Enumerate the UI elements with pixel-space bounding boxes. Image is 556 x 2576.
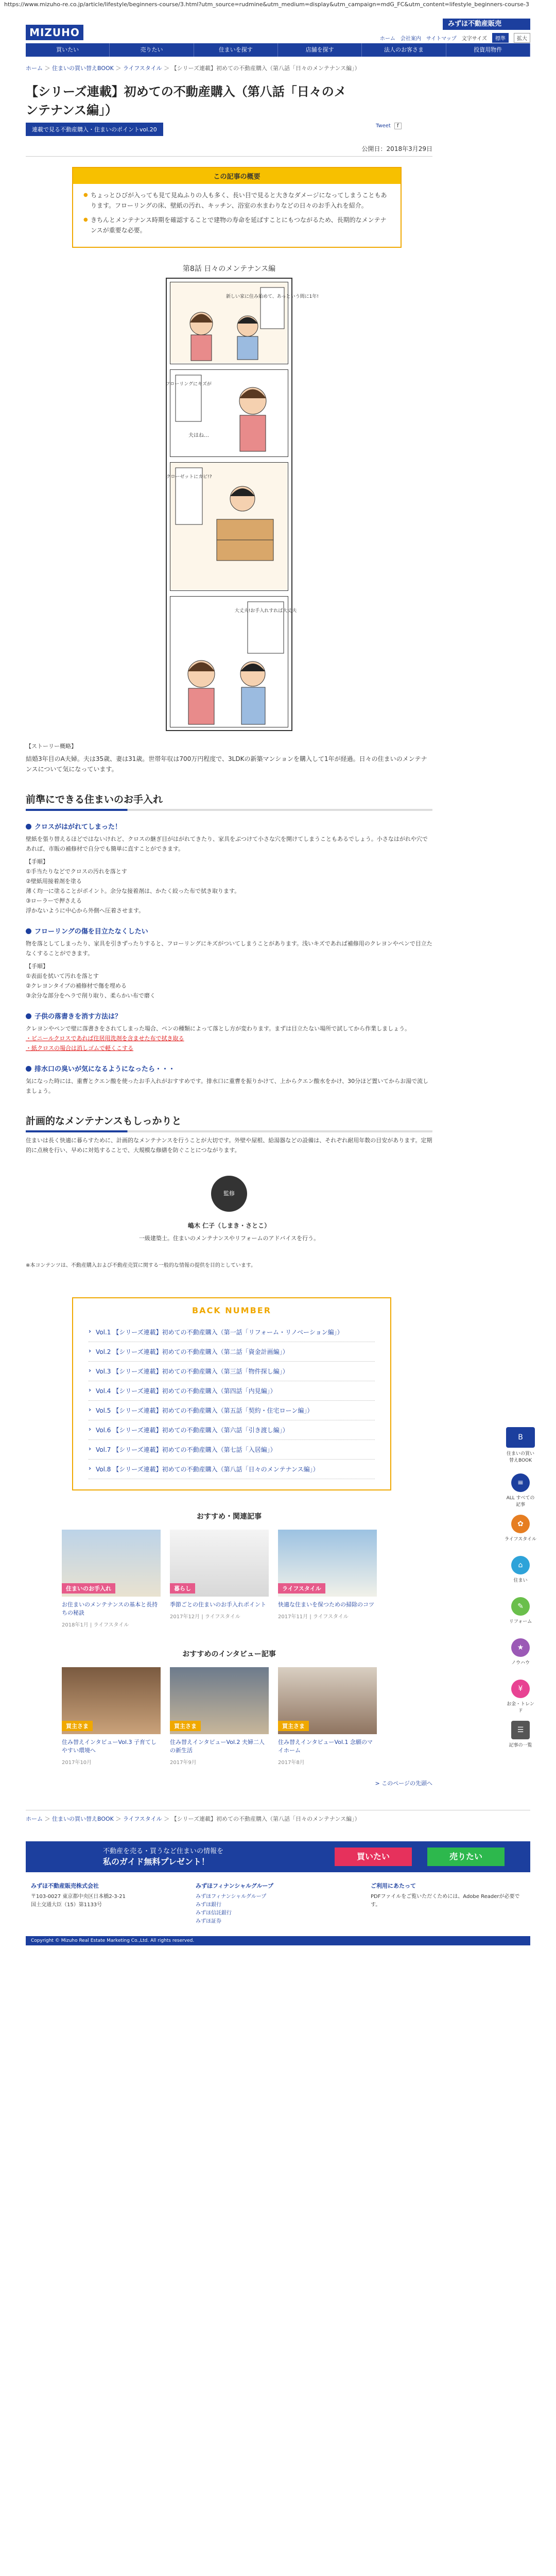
- sidebar-item-lifestyle[interactable]: [505, 1515, 536, 1542]
- back-number-text[interactable]: Vol.7 【シリーズ連載】初めての不動産購入（第七話「入居編」）: [96, 1446, 276, 1453]
- related-meta: 2017年12月 | ライフスタイル: [170, 1614, 240, 1620]
- related-card[interactable]: [170, 1530, 269, 1628]
- interview-card[interactable]: [278, 1667, 377, 1766]
- back-number-text[interactable]: Vol.4 【シリーズ連載】初めての不動産購入（第四話「内見編」）: [96, 1387, 276, 1395]
- subheading-cloth: [26, 821, 432, 831]
- related-heading: おすすめ・関連記事: [196, 1513, 262, 1521]
- step: ①表面を拭いて汚れを落とす: [26, 973, 99, 979]
- interview-thumb[interactable]: [170, 1667, 269, 1734]
- sidebar-label: 記事の一覧: [509, 1743, 532, 1748]
- subheading-graffiti: [26, 1011, 432, 1021]
- group-link[interactable]: みずほ信託銀行: [196, 1910, 232, 1916]
- manga-text-4: クローゼットにカビ!?: [166, 474, 212, 480]
- subheading-drain: [26, 1063, 432, 1073]
- heading-underline: [26, 809, 432, 811]
- story-caption: 【ストーリー概略】: [26, 743, 77, 750]
- interview-card[interactable]: [62, 1667, 161, 1766]
- summary-point: ● ちょっとひびが入っても見て見ぬふりの人も多く、長い目で見ると大きなダメージになってしまうこともあります。フローリングの床、壁紙の汚れ、キッチン、浴室の水まわりなどの日々のお手入れを紹介。: [83, 190, 390, 211]
- step: 薄く均一に塗ることがポイント。余分な接着剤は、かたく絞った布で拭き取ります。: [26, 888, 240, 894]
- breadcrumb-home[interactable]: ホーム: [26, 1816, 43, 1822]
- back-number-link[interactable]: [89, 1323, 375, 1342]
- back-number-box: [72, 1297, 391, 1490]
- brand-name[interactable]: みずほ不動産販売: [443, 19, 530, 30]
- steps-list: [26, 961, 432, 1001]
- interview-cards: [26, 1667, 432, 1766]
- sidebar-item-reform[interactable]: [505, 1597, 536, 1624]
- back-number-text[interactable]: Vol.8 【シリーズ連載】初めての不動産購入（第八話「日々のメンテナンス編」）: [96, 1466, 319, 1473]
- banner-text: [103, 1846, 223, 1868]
- related-title[interactable]: 快適な住まいを保つための掃除のコツ: [278, 1601, 374, 1608]
- group-link[interactable]: みずほフィナンシャルグループ: [196, 1894, 267, 1900]
- back-number-link[interactable]: [89, 1401, 375, 1420]
- page-top-link[interactable]: [26, 1779, 432, 1787]
- back-number-text[interactable]: Vol.1 【シリーズ連載】初めての不動産購入（第一話「リフォーム・リノベーション編」）: [96, 1329, 343, 1336]
- sidebar-label: お金・トレンド: [507, 1702, 534, 1714]
- manga-title: 第8話 日々のメンテナンス編: [182, 265, 276, 273]
- interview-meta: 2017年9月: [170, 1760, 197, 1766]
- house-icon: ⌂: [511, 1556, 530, 1574]
- campaign-banner[interactable]: [26, 1841, 530, 1872]
- facebook-icon[interactable]: f: [394, 123, 402, 129]
- interview-meta: 2017年10月: [62, 1760, 92, 1766]
- sidebar-item-list[interactable]: [505, 1721, 536, 1748]
- step: 【手順】: [26, 963, 48, 970]
- related-meta: 2018年1月 | ライフスタイル: [62, 1622, 129, 1628]
- manga-art-3: [166, 463, 287, 590]
- group-link[interactable]: みずほ証券: [196, 1919, 221, 1924]
- yen-icon: ¥: [511, 1680, 530, 1698]
- step: ②壁紙用接着剤を塗る: [26, 878, 82, 885]
- interview-thumb[interactable]: [278, 1667, 377, 1734]
- paragraph: 壁紙を張り替えるほどではないけれど、クロスの継ぎ目がはがれてきたり、家具をぶつけて小さな穴を開けてしまうこともあるでしょう。小さなはがれや穴であれば、市販の補修材で自分でも簡単に直すことができます。: [26, 836, 428, 852]
- back-number-link[interactable]: [89, 1460, 375, 1479]
- breadcrumb-book[interactable]: 住まいの買い替えBOOK: [52, 65, 114, 72]
- breadcrumb-lifestyle[interactable]: ライフスタイル: [123, 1816, 162, 1822]
- list-icon: ≡: [511, 1473, 530, 1492]
- manga-text-5: 大丈夫!お手入れすれば大丈夫: [234, 608, 297, 614]
- sidebar-label: ノウハウ: [511, 1660, 530, 1666]
- social-buttons: [376, 123, 402, 129]
- bullet-icon: [26, 928, 31, 934]
- star-icon: ★: [511, 1638, 530, 1657]
- related-card[interactable]: [62, 1530, 161, 1628]
- banner-line: 不動産を売る・買うなど住まいの情報を: [103, 1848, 224, 1855]
- step: ③余分な部分をヘラで削り取り、柔らかい布で磨く: [26, 992, 155, 999]
- copyright: Copyright © Mizuho Real Estate Marketing Co.,Ltd. All rights reserved.: [26, 1936, 530, 1945]
- sidebar-item-book[interactable]: [505, 1427, 536, 1463]
- related-title[interactable]: 季節ごとの住まいのお手入れポイント: [170, 1601, 266, 1608]
- related-thumb[interactable]: [62, 1530, 161, 1597]
- group-title: みずほフィナンシャルグループ: [196, 1883, 273, 1889]
- story-intro: 結婚3年目のA夫婦。夫は35歳、妻は31歳。世帯年収は700万円程度で、3LDKの新築マンションを購入して1年が経過。日々の住まいのメンテナンスについて気になっています。: [26, 755, 427, 773]
- pencil-icon: ✎: [511, 1597, 530, 1616]
- tweet-button[interactable]: Tweet: [376, 123, 391, 129]
- step: ②クレヨンタイプの補修材で傷を埋める: [26, 982, 127, 989]
- mizuho-logo[interactable]: MIZUHO: [26, 25, 83, 40]
- summary-point: ● きちんとメンテナンス時期を確認することで建物の寿命を延ばすことにもつながるため、長期的なメンテナンスが重要な必要。: [83, 215, 390, 235]
- steps-list: [26, 857, 432, 916]
- article-main: [26, 82, 432, 1787]
- company-address: 〒103-0027 東京都中央区日本橋2-3-21: [31, 1894, 126, 1900]
- banner-headline: 私のガイド無料プレゼント！: [103, 1857, 210, 1867]
- header-link-home[interactable]: ホーム: [379, 36, 395, 42]
- manga-art-4: [170, 597, 297, 726]
- page-wrapper: [26, 15, 536, 1945]
- footer-info: [366, 1877, 530, 1930]
- nav-sell[interactable]: 売りたい: [110, 43, 194, 57]
- related-cards: [26, 1530, 432, 1628]
- page-title: 【シリーズ連載】初めての不動産購入（第八話「日々のメンテナンス編」）: [26, 84, 346, 117]
- page-top-text[interactable]: > このページの先頭へ: [375, 1780, 432, 1787]
- publish-date: 公開日：2018年3月29日: [361, 145, 432, 152]
- breadcrumb-book[interactable]: 住まいの買い替えBOOK: [52, 1816, 114, 1822]
- step: 【手順】: [26, 858, 48, 865]
- footer-company: [26, 1877, 190, 1930]
- header-link-sitemap[interactable]: サイトマップ: [426, 36, 457, 42]
- manga-text-2: フローリングにキズが: [165, 382, 212, 387]
- manga-panel-3: [166, 462, 288, 591]
- subheading-text: 子供の落書きを消す方法は？: [34, 1013, 122, 1021]
- sidebar-label: リフォーム: [509, 1619, 532, 1624]
- back-number-title: BACK NUMBER: [192, 1306, 272, 1315]
- divider: [26, 156, 432, 157]
- footer-breadcrumb: ホーム ＞ 住まいの買い替えBOOK ＞ ライフスタイル ＞ 【シリーズ連載】初めての不動産購入（第八話「日々のメンテナンス編」）: [26, 1810, 530, 1823]
- sidebar-label: 住まいの買い替えBOOK: [506, 1451, 534, 1463]
- info-text: PDFファイルをご覧いただくためには、Adobe Readerが必要です。: [371, 1894, 520, 1908]
- sidebar-label: ライフスタイル: [505, 1537, 536, 1542]
- related-tag: 住まいのお手入れ: [62, 1583, 115, 1594]
- author-description: 一級建築士。住まいのメンテナンスやリフォームのアドバイスを行う。: [138, 1235, 320, 1242]
- sell-button[interactable]: 売りたい: [427, 1848, 505, 1866]
- manga-text-3: 夫はね…: [188, 433, 209, 438]
- header-links: [380, 33, 530, 43]
- info-title: ご利用にあたって: [371, 1883, 416, 1889]
- related-thumb[interactable]: [278, 1530, 377, 1597]
- subheading-text: 排水口の臭いが気になるようになったら・・・: [34, 1065, 176, 1073]
- heading-underline: [26, 1130, 432, 1132]
- footer-group: [190, 1877, 366, 1930]
- related-meta: 2017年11月 | ライフスタイル: [278, 1614, 349, 1620]
- breadcrumb-current: 【シリーズ連載】初めての不動産購入（第八話「日々のメンテナンス編」）: [171, 1816, 360, 1822]
- interview-tag: 買主さま: [62, 1721, 93, 1731]
- interview-title[interactable]: 住み替えインタビューVol.1 念願のマイホーム: [278, 1739, 373, 1754]
- breadcrumb: ホーム ＞ 住まいの買い替えBOOK ＞ ライフスタイル ＞ 【シリーズ連載】初めての不動産購入（第八話「日々のメンテナンス編」）: [26, 65, 360, 72]
- avatar: 監修: [211, 1176, 247, 1212]
- interview-meta: 2017年8月: [278, 1760, 305, 1766]
- paragraph: 気になった時には、重曹とクエン酸を使ったお手入れがおすすめです。排水口に重曹を振りかけて、上からクエン酸水をかけ、30分ほど置いてからお湯で流しましょう。: [26, 1078, 429, 1094]
- manga-art-2: [165, 370, 287, 456]
- manga-panel-2: [165, 369, 288, 457]
- back-number-link[interactable]: [89, 1362, 375, 1381]
- sidebar-label: ALL すべての記事: [506, 1496, 535, 1507]
- site-header: [26, 15, 530, 41]
- tag-row: [26, 123, 432, 143]
- site-footer: [26, 1877, 530, 1930]
- sidebar-item-all[interactable]: [505, 1473, 536, 1507]
- header-link-company[interactable]: 会社案内: [400, 36, 421, 42]
- nav-corporate[interactable]: 法人のお客さま: [362, 43, 446, 57]
- interview-title[interactable]: 住み替えインタビューVol.3 子育てしやすい環境へ: [62, 1739, 157, 1754]
- back-number-link[interactable]: [89, 1342, 375, 1362]
- nav-buy[interactable]: 買いたい: [26, 43, 110, 57]
- paragraph: 住まいは長く快適に暮らすために、計画的なメンテナンスを行うことが大切です。外壁や屋根、給湯器などの設備は、それぞれ耐用年数の目安があります。定期的に点検を行い、早めに対処することで、大規模な修繕を防ぐことにつながります。: [26, 1137, 432, 1154]
- back-number-link[interactable]: [89, 1381, 375, 1401]
- menu-icon: ☰: [511, 1721, 530, 1739]
- bullet-icon: [26, 824, 31, 829]
- bullet-icon: [26, 1013, 31, 1019]
- step: ①手当たりなどでクロスの汚れを落とす: [26, 868, 127, 875]
- related-title[interactable]: お住まいのメンテナンスの基本と長持ちの秘訣: [62, 1601, 158, 1616]
- related-tag: 暮らし: [170, 1583, 195, 1594]
- nav-search[interactable]: 住まいを探す: [194, 43, 278, 57]
- section-heading-1: 前準にできる住まいのお手入れ: [26, 794, 163, 805]
- font-large-button[interactable]: 拡大: [514, 33, 530, 43]
- buy-button[interactable]: 買いたい: [335, 1848, 412, 1866]
- back-number-text[interactable]: Vol.2 【シリーズ連載】初めての不動産購入（第二話「資金計画編」）: [96, 1348, 289, 1355]
- book-icon: B: [506, 1427, 535, 1448]
- interview-card[interactable]: [170, 1667, 269, 1766]
- author-block: [26, 1176, 432, 1243]
- global-nav: [26, 43, 530, 57]
- subheading-text: クロスがはがれてしまった！: [34, 823, 122, 831]
- interview-title[interactable]: 住み替えインタビューVol.2 夫婦二人の新生活: [170, 1739, 265, 1754]
- related-card[interactable]: [278, 1530, 377, 1628]
- sidebar-label: 住まい: [513, 1578, 528, 1583]
- sidebar-item-knowhow[interactable]: [505, 1638, 536, 1666]
- related-tag: ライフスタイル: [278, 1583, 325, 1594]
- manga-art-1: [170, 282, 319, 363]
- breadcrumb-home[interactable]: ホーム: [26, 65, 43, 72]
- breadcrumb-current: 【シリーズ連載】初めての不動産購入（第八話「日々のメンテナンス編」）: [171, 65, 360, 72]
- nav-investment[interactable]: 投資用物件: [446, 43, 530, 57]
- highlight-text: ・ビニールクロスであれば住居用洗剤を含ませた布で拭き取る: [26, 1035, 184, 1042]
- manga-panel-1: [170, 282, 319, 364]
- back-number-link[interactable]: [89, 1440, 375, 1460]
- step: 浮かないように中心から外側へ圧着させます。: [26, 907, 145, 914]
- interview-heading: おすすめのインタビュー記事: [182, 1650, 276, 1658]
- section-heading-2: 計画的なメンテナンスもしっかりと: [26, 1115, 182, 1127]
- series-tag[interactable]: 連載で見る不動産購入・住まいのポイントvol.20: [26, 123, 163, 136]
- font-size-label: 文字サイズ: [461, 36, 487, 42]
- back-number-link[interactable]: [89, 1420, 375, 1440]
- flower-icon: ✿: [511, 1515, 530, 1533]
- interview-tag: 買主さま: [170, 1721, 201, 1731]
- manga-panel-4: [170, 596, 297, 727]
- back-number-text[interactable]: Vol.3 【シリーズ連載】初めての不動産購入（第三話「物件探し編」）: [96, 1368, 289, 1375]
- disclaimer: ※本コンテンツは、不動産購入および不動産売買に関する一般的な情報の提供を目的としています。: [26, 1263, 256, 1268]
- back-number-text[interactable]: Vol.6 【シリーズ連載】初めての不動産購入（第六話「引き渡し編」）: [96, 1427, 289, 1434]
- highlight-text: ・紙クロスの場合は消しゴムで軽くこする: [26, 1045, 133, 1052]
- step: ③ローラーで押さえる: [26, 897, 82, 904]
- summary-box: [72, 167, 402, 248]
- nav-stores[interactable]: 店舗を探す: [278, 43, 362, 57]
- breadcrumb-lifestyle[interactable]: ライフスタイル: [123, 65, 162, 72]
- paragraph: 物を落としてしまったり、家具を引きずったりすると、フローリングにキズがついてしまうことがあります。浅いキズであれば補修用のクレヨンやペンで目立たなくすることができます。: [26, 940, 432, 957]
- subheading-flooring: [26, 926, 432, 936]
- summary-heading: この記事の概要: [73, 168, 401, 184]
- sidebar-item-housing[interactable]: [505, 1556, 536, 1583]
- manga-text-1: 新しい家に住み始めて、あっという間に1年!: [225, 294, 319, 299]
- interview-tag: 買主さま: [278, 1721, 309, 1731]
- back-number-text[interactable]: Vol.5 【シリーズ連載】初めての不動産購入（第五話「契約・住宅ローン編」）: [96, 1407, 314, 1414]
- manga-illustration: [165, 278, 319, 731]
- group-link[interactable]: みずほ銀行: [196, 1902, 221, 1908]
- paragraph: クレヨンやペンで壁に落書きをされてしまった場合、ペンの種類によって落とし方が変わります。まずは目立たない場所で試してから作業しましょう。: [26, 1025, 411, 1032]
- interview-thumb[interactable]: [62, 1667, 161, 1734]
- subheading-text: フローリングの傷を目立たなくしたい: [34, 928, 148, 936]
- sidebar-item-money[interactable]: [505, 1680, 536, 1714]
- bullet-icon: [26, 1066, 31, 1072]
- font-standard-button[interactable]: 標準: [492, 33, 509, 43]
- related-thumb[interactable]: [170, 1530, 269, 1597]
- company-name: みずほ不動産販売株式会社: [31, 1883, 99, 1889]
- url-bar[interactable]: https://www.mizuho-re.co.jp/article/lifestyle/beginners-course/3.html?utm_source=rudmine&utm_medium=display&utm_campaign=mdG_FC&utm_content=lifestyle_beginners-course-3: [4, 1, 529, 8]
- author-name: 嶋木 仁子（しまき・さとこ）: [187, 1222, 271, 1229]
- company-license: 国土交通大臣（15）第1133号: [31, 1902, 102, 1908]
